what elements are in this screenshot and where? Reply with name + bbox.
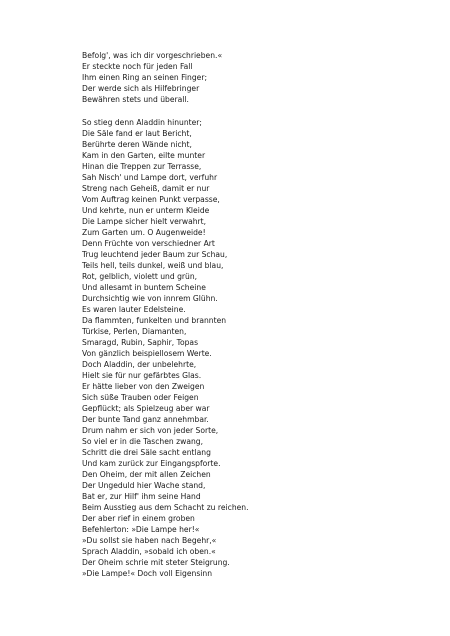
text-line: Rot, gelblich, violett und grün, bbox=[82, 272, 198, 281]
text-line: Der aber rief in einem groben bbox=[82, 514, 195, 523]
stanza bbox=[82, 50, 422, 105]
text-line: Die Säle fand er laut Bericht, bbox=[82, 129, 192, 138]
text-line: Trug leuchtend jeder Baum zur Schau, bbox=[82, 250, 228, 259]
text-line: Kam in den Garten, eilte munter bbox=[82, 151, 206, 160]
text-line: Der werde sich als Hilfebringer bbox=[82, 84, 200, 93]
text-line: Vom Auftrag keinen Punkt verpasse, bbox=[82, 195, 220, 204]
text-line: Türkise, Perlen, Diamanten, bbox=[82, 327, 187, 336]
text-line: Da flammten, funkelten und brannten bbox=[82, 316, 227, 325]
text-line: Hielt sie für nur gefärbtes Glas. bbox=[82, 371, 202, 380]
text-line: Der Ungeduld hier Wache stand, bbox=[82, 481, 206, 490]
text-line: Von gänzlich beispiellosem Werte. bbox=[82, 349, 212, 358]
text-line: Bewähren stets und überall. bbox=[82, 95, 189, 104]
text-line: Drum nahm er sich von jeder Sorte, bbox=[82, 426, 219, 435]
text-line: Befehlerton: »Die Lampe her!« bbox=[82, 525, 200, 534]
text-line: Durchsichtig wie von innrem Glühn. bbox=[82, 294, 218, 303]
text-line: »Die Lampe!« Doch voll Eigensinn bbox=[82, 569, 213, 578]
text-line: Und allesamt in buntem Scheine bbox=[82, 283, 206, 292]
text-line: Sich süße Trauben oder Feigen bbox=[82, 393, 199, 402]
text-line: Denn Früchte von verschiedner Art bbox=[82, 239, 215, 248]
text-line: Befolg', was ich dir vorgeschrieben.« bbox=[82, 51, 223, 60]
text-line: Berührte deren Wände nicht, bbox=[82, 140, 192, 149]
stanza bbox=[82, 117, 422, 579]
text-line: Es waren lauter Edelsteine. bbox=[82, 305, 186, 314]
text-line: Doch Aladdin, der unbelehrte, bbox=[82, 360, 197, 369]
text-line: Die Lampe sicher hielt verwahrt, bbox=[82, 217, 207, 226]
text-line: Zum Garten um. O Augenweide! bbox=[82, 228, 206, 237]
text-line: Und kam zurück zur Eingangspforte. bbox=[82, 459, 221, 468]
text-line: So stieg denn Aladdin hinunter; bbox=[82, 118, 202, 127]
text-line: Teils hell, teils dunkel, weiß und blau, bbox=[82, 261, 224, 270]
text-line: Der bunte Tand ganz annehmbar. bbox=[82, 415, 209, 424]
text-line: Und kehrte, nun er unterm Kleide bbox=[82, 206, 210, 215]
text-line: Sah Nisch' und Lampe dort, verfuhr bbox=[82, 173, 218, 182]
poem-text bbox=[82, 50, 422, 579]
text-line: Den Oheim, der mit allen Zeichen bbox=[82, 470, 211, 479]
text-line: So viel er in die Taschen zwang, bbox=[82, 437, 204, 446]
text-line: »Du sollst sie haben nach Begehr,« bbox=[82, 536, 217, 545]
text-line: Streng nach Geheiß, damit er nur bbox=[82, 184, 210, 193]
text-line: Er steckte noch für jeden Fall bbox=[82, 62, 193, 71]
text-line: Schritt die drei Säle sacht entlang bbox=[82, 448, 211, 457]
text-line: Smaragd, Rubin, Saphir, Topas bbox=[82, 338, 199, 347]
text-line: Ihm einen Ring an seinen Finger; bbox=[82, 73, 208, 82]
text-line: Sprach Aladdin, »sobald ich oben.« bbox=[82, 547, 216, 556]
text-line: Der Oheim schrie mit steter Steigrung. bbox=[82, 558, 230, 567]
text-line: Er hätte lieber von den Zweigen bbox=[82, 382, 205, 391]
text-line: Hinan die Treppen zur Terrasse, bbox=[82, 162, 202, 171]
text-line: Beim Ausstieg aus dem Schacht zu reichen. bbox=[82, 503, 249, 512]
text-line: Gepflückt; als Spielzeug aber war bbox=[82, 404, 210, 413]
text-line: Bat er, zur Hilf' ihm seine Hand bbox=[82, 492, 201, 501]
